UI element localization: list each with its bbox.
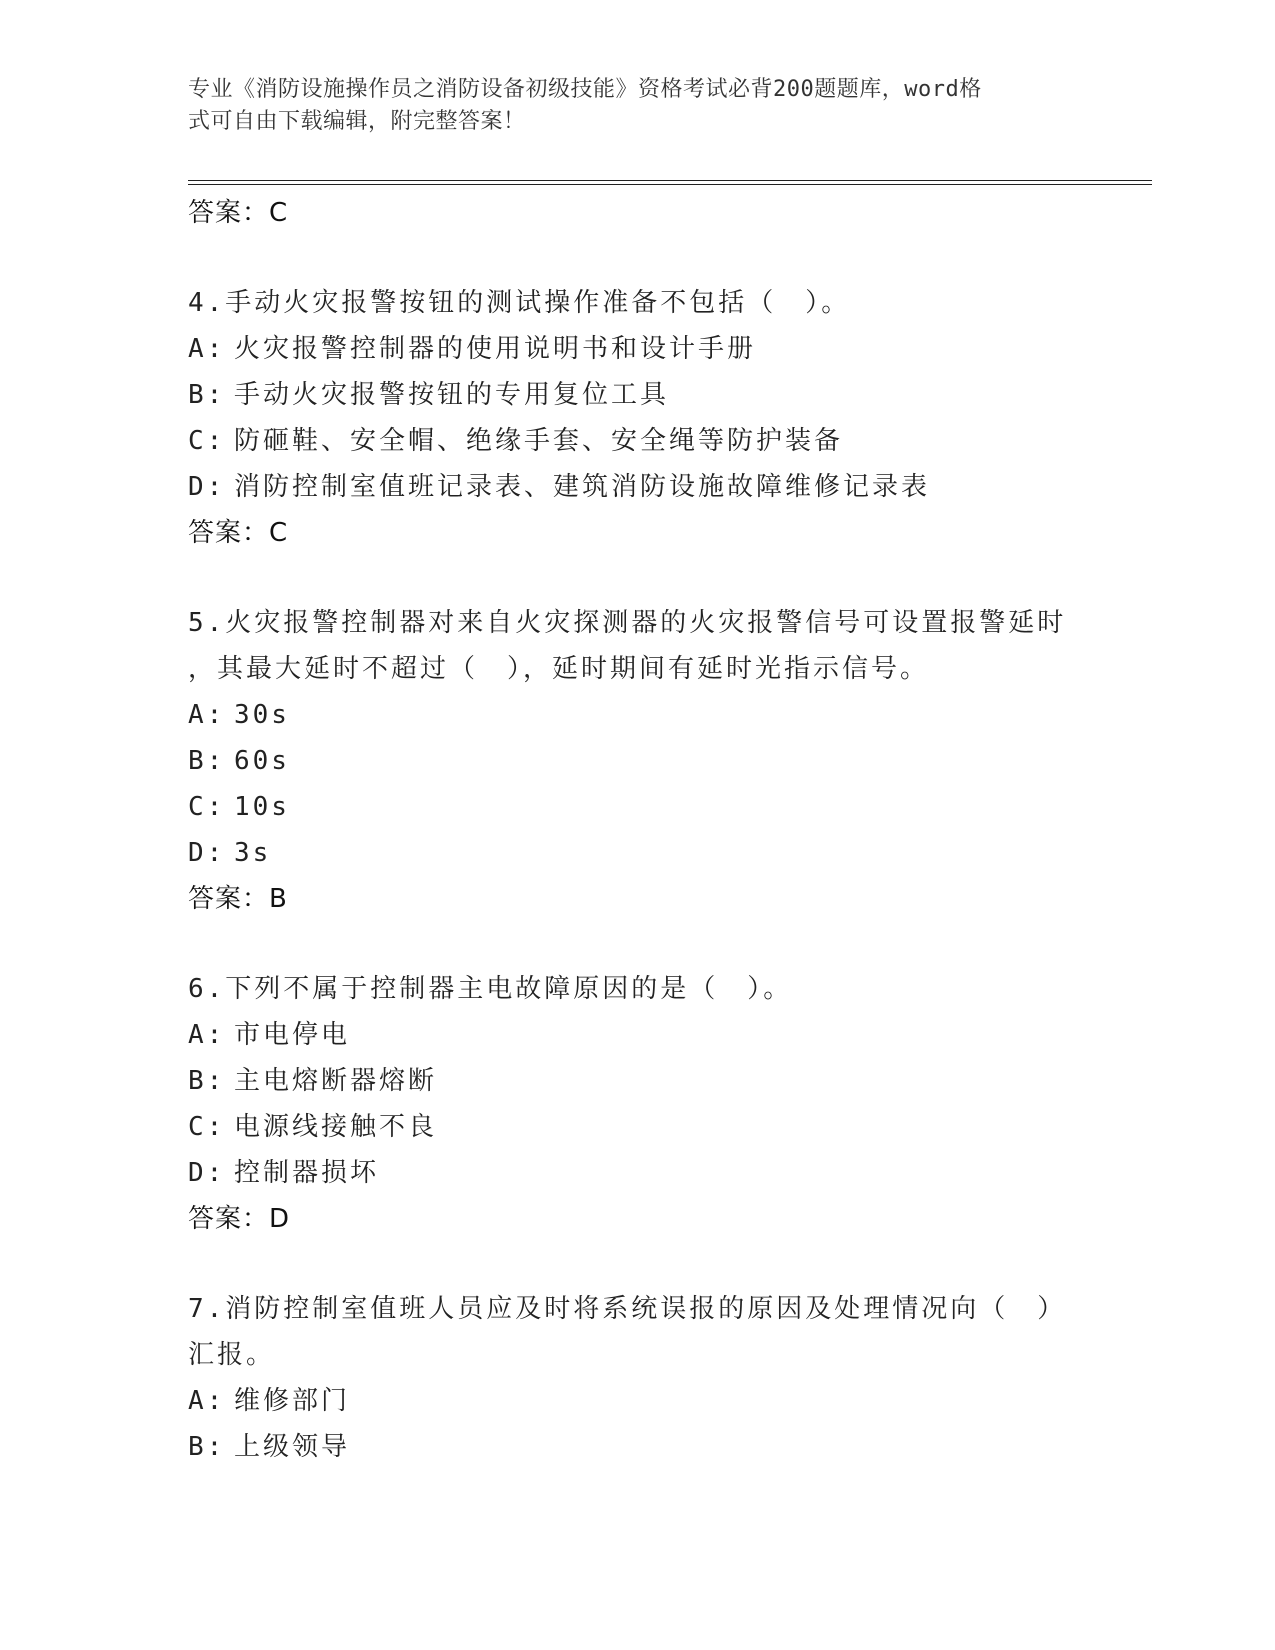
option-text: 防砸鞋、安全帽、绝缘手套、安全绳等防护装备	[234, 426, 844, 456]
question-6-option-a	[188, 1012, 1088, 1058]
questions-content	[188, 190, 1088, 1470]
option-key: A:	[188, 1386, 226, 1416]
option-key: C:	[188, 792, 226, 822]
option-text: 火灾报警控制器的使用说明书和设计手册	[234, 334, 757, 364]
document-header	[188, 74, 1088, 138]
question-6-option-c	[188, 1104, 1088, 1150]
question-spacer	[188, 1242, 1088, 1286]
question-7-stem-line-1: 7.消防控制室值班人员应及时将系统误报的原因及处理情况向（ ）	[188, 1294, 1067, 1324]
header-rule-top	[188, 180, 1152, 181]
question-7	[188, 1286, 1088, 1470]
option-key: A:	[188, 334, 226, 364]
option-text: 上级领导	[234, 1432, 351, 1462]
option-text: 电源线接触不良	[234, 1112, 438, 1142]
question-spacer	[188, 922, 1088, 966]
header-rule-bottom	[188, 184, 1152, 185]
question-4-answer: 答案：C	[188, 518, 289, 548]
question-5-option-d	[188, 830, 1088, 876]
question-5-stem-line-1: 5.火灾报警控制器对来自火灾探测器的火灾报警信号可设置报警延时	[188, 608, 1067, 638]
question-4-stem: 4.手动火灾报警按钮的测试操作准备不包括（ ）。	[188, 288, 851, 318]
question-6-option-b	[188, 1058, 1088, 1104]
question-5-stem-line-2: ，其最大延时不超过（ ），延时期间有延时光指示信号。	[188, 654, 930, 684]
question-7-option-a	[188, 1378, 1088, 1424]
question-spacer	[188, 556, 1088, 600]
question-7-option-b	[188, 1424, 1088, 1470]
option-text: 30s	[234, 700, 290, 730]
question-7-stem-line-2: 汇报。	[188, 1340, 276, 1370]
question-4-option-c	[188, 418, 1088, 464]
option-text: 维修部门	[234, 1386, 351, 1416]
option-text: 10s	[234, 792, 290, 822]
question-4	[188, 280, 1088, 556]
option-text: 市电停电	[234, 1020, 351, 1050]
option-text: 控制器损坏	[234, 1158, 380, 1188]
option-key: B:	[188, 1432, 226, 1462]
option-text: 60s	[234, 746, 290, 776]
option-key: B:	[188, 380, 226, 410]
question-4-option-b	[188, 372, 1088, 418]
option-key: A:	[188, 1020, 226, 1050]
option-key: B:	[188, 1066, 226, 1096]
option-text: 消防控制室值班记录表、建筑消防设施故障维修记录表	[234, 472, 931, 502]
option-key: D:	[188, 838, 226, 868]
option-text: 手动火灾报警按钮的专用复位工具	[234, 380, 670, 410]
question-5-answer: 答案：B	[188, 884, 288, 914]
option-text: 主电熔断器熔断	[234, 1066, 438, 1096]
option-key: A:	[188, 700, 226, 730]
question-5	[188, 600, 1088, 922]
question-5-option-a	[188, 692, 1088, 738]
header-line-1: 专业《消防设施操作员之消防设备初级技能》资格考试必背200题题库，word格	[188, 77, 982, 102]
question-6	[188, 966, 1088, 1242]
option-key: C:	[188, 1112, 226, 1142]
question-spacer	[188, 236, 1088, 280]
option-text: 3s	[234, 838, 272, 868]
question-6-stem: 6.下列不属于控制器主电故障原因的是（ ）。	[188, 974, 793, 1004]
option-key: D:	[188, 1158, 226, 1188]
question-5-option-c	[188, 784, 1088, 830]
question-6-option-d	[188, 1150, 1088, 1196]
option-key: D:	[188, 472, 226, 502]
question-4-option-a	[188, 326, 1088, 372]
option-key: C:	[188, 426, 226, 456]
previous-answer: 答案：C	[188, 198, 289, 228]
question-5-option-b	[188, 738, 1088, 784]
option-key: B:	[188, 746, 226, 776]
question-4-option-d	[188, 464, 1088, 510]
header-line-2: 式可自由下载编辑，附完整答案！	[188, 109, 526, 134]
question-6-answer: 答案：D	[188, 1204, 291, 1234]
